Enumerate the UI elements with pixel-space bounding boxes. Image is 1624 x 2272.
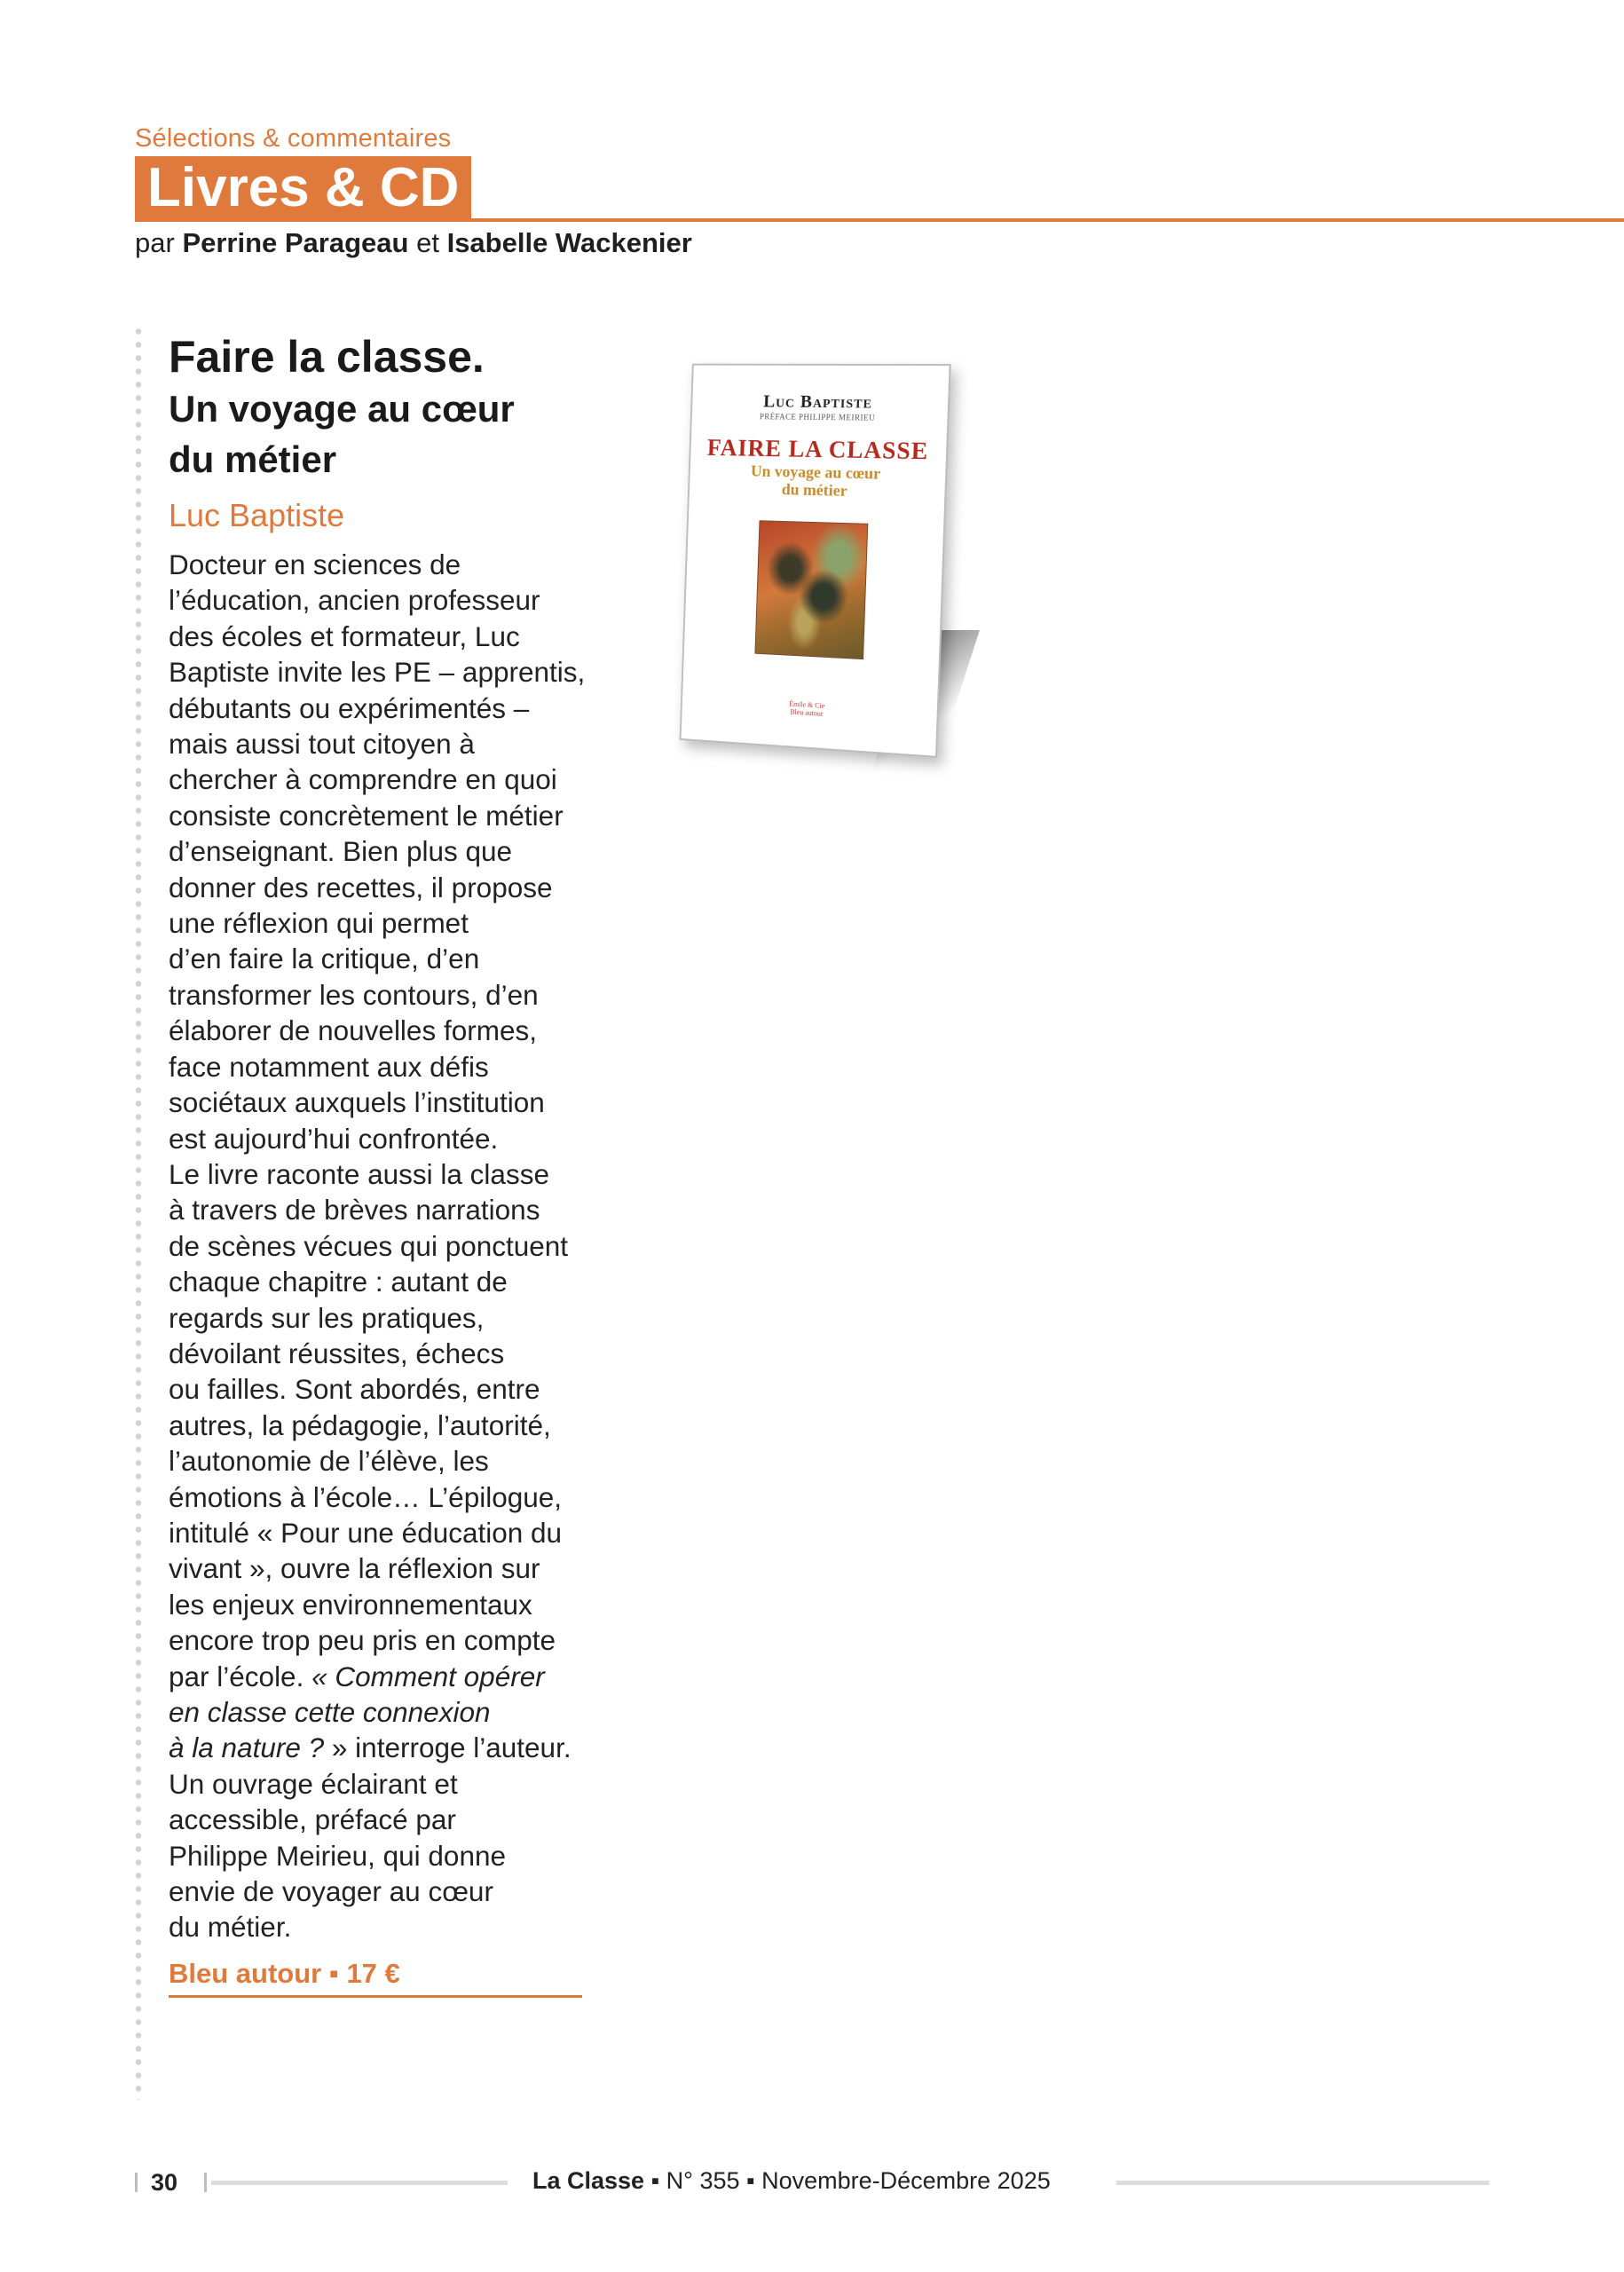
byline-author-2: Isabelle Wackenier xyxy=(446,227,692,258)
price-line: Bleu autour ▪ 17 € xyxy=(169,1958,582,1998)
cover-title: FAIRE LA CLASSE xyxy=(706,434,929,465)
body-line: chercher à comprendre en quoi xyxy=(169,763,557,796)
review-closing-lines xyxy=(169,1766,595,1945)
review-body-lines xyxy=(169,547,595,1659)
closing-line: Un ouvrage éclairant et xyxy=(169,1767,458,1800)
body-line: l’autonomie de l’élève, les xyxy=(169,1445,489,1478)
body-line: l’éducation, ancien professeur xyxy=(169,584,540,617)
body-line: Le livre raconte aussi la classe xyxy=(169,1157,549,1190)
body-line: donner des recettes, il propose xyxy=(169,871,553,903)
body-line: transformer les contours, d’en xyxy=(169,978,539,1011)
footer-rule-left xyxy=(211,2181,508,2185)
byline-join: et xyxy=(416,227,439,258)
body-line: une réflexion qui permet xyxy=(169,907,469,940)
body-line: sociétaux auxquels l’institution xyxy=(169,1086,545,1119)
footer-mark-left xyxy=(135,2173,138,2192)
section-title: Livres & CD xyxy=(135,156,471,220)
review-quote xyxy=(169,1659,595,1766)
body-line: face notamment aux défis xyxy=(169,1050,489,1083)
body-line: élaborer de nouvelles formes, xyxy=(169,1014,537,1047)
quote-part-1: « Comment opérer xyxy=(311,1660,545,1692)
body-line: vivant », ouvre la réflexion sur xyxy=(169,1552,540,1585)
footer-publication xyxy=(532,2167,1051,2195)
cover-publisher-1: Émile & Cie xyxy=(789,699,825,710)
review-body xyxy=(169,547,595,1945)
body-line: d’enseignant. Bien plus que xyxy=(169,835,513,868)
cover-publisher xyxy=(682,693,937,725)
body-line: autres, la pédagogie, l’autorité, xyxy=(169,1408,551,1441)
cover-artwork xyxy=(754,520,868,659)
body-line: les enjeux environnementaux xyxy=(169,1588,532,1621)
footer-magazine: La Classe xyxy=(532,2167,645,2194)
quote-close: » interroge l’auteur. xyxy=(331,1732,572,1764)
byline-author-1: Perrine Parageau xyxy=(182,227,409,258)
book-review xyxy=(169,330,595,1998)
body-line: Docteur en sciences de xyxy=(169,548,461,580)
byline xyxy=(135,227,692,259)
body-line: consiste concrètement le métier xyxy=(169,799,564,832)
book-subtitle-line-2: du métier xyxy=(169,438,337,480)
footer-mark-right xyxy=(204,2173,207,2192)
body-line: dévoilant réussites, échecs xyxy=(169,1337,505,1369)
book-title: Faire la classe. xyxy=(169,332,485,382)
book-author: Luc Baptiste xyxy=(169,497,345,533)
footer-issue: ▪ N° 355 ▪ Novembre-Décembre 2025 xyxy=(650,2167,1051,2194)
body-line: est aujourd’hui confrontée. xyxy=(169,1122,499,1155)
cover-preface: PRÉFACE PHILIPPE MEIRIEU xyxy=(759,412,876,422)
body-line: ou failles. Sont abordés, entre xyxy=(169,1373,540,1406)
body-line: d’en faire la critique, d’en xyxy=(169,943,480,975)
cover-subtitle-1: Un voyage au cœur xyxy=(750,462,881,483)
book-cover xyxy=(680,364,951,758)
body-line: à travers de brèves narrations xyxy=(169,1194,540,1227)
body-line: Baptiste invite les PE – apprentis, xyxy=(169,656,586,689)
byline-prefix: par xyxy=(135,227,175,258)
body-line-last: par l’école. xyxy=(169,1660,304,1692)
body-line: encore trop peu pris en compte xyxy=(169,1624,556,1657)
body-line: émotions à l’école… L’épilogue, xyxy=(169,1480,563,1513)
cover-subtitle-2: du métier xyxy=(781,480,848,500)
closing-line: accessible, préfacé par xyxy=(169,1803,456,1836)
page-number: 30 xyxy=(151,2169,178,2196)
cover-publisher-2: Bleu autour xyxy=(790,707,824,718)
body-line: des écoles et formateur, Luc xyxy=(169,619,520,652)
book-subtitle xyxy=(169,383,595,485)
body-line: débutants ou expérimentés – xyxy=(169,691,530,724)
dotted-divider xyxy=(135,325,142,2100)
quote-line-2: en classe cette connexion xyxy=(169,1696,491,1728)
closing-line: envie de voyager au cœur xyxy=(169,1875,493,1908)
body-line: mais aussi tout citoyen à xyxy=(169,728,475,761)
cover-author: Luc Baptiste xyxy=(762,391,873,413)
title-rule xyxy=(135,218,1624,222)
closing-line: Philippe Meirieu, qui donne xyxy=(169,1839,506,1872)
book-cover-image xyxy=(682,364,957,763)
closing-line: du métier. xyxy=(169,1911,292,1944)
quote-line-3: à la nature ? xyxy=(169,1732,325,1764)
body-line: de scènes vécues qui ponctuent xyxy=(169,1229,569,1262)
body-line: chaque chapitre : autant de xyxy=(169,1266,508,1298)
footer-rule-right xyxy=(1116,2181,1489,2185)
book-subtitle-line-1: Un voyage au cœur xyxy=(169,388,515,430)
section-kicker: Sélections & commentaires xyxy=(135,124,452,153)
body-line: intitulé « Pour une éducation du xyxy=(169,1516,563,1549)
body-line: regards sur les pratiques, xyxy=(169,1301,485,1334)
